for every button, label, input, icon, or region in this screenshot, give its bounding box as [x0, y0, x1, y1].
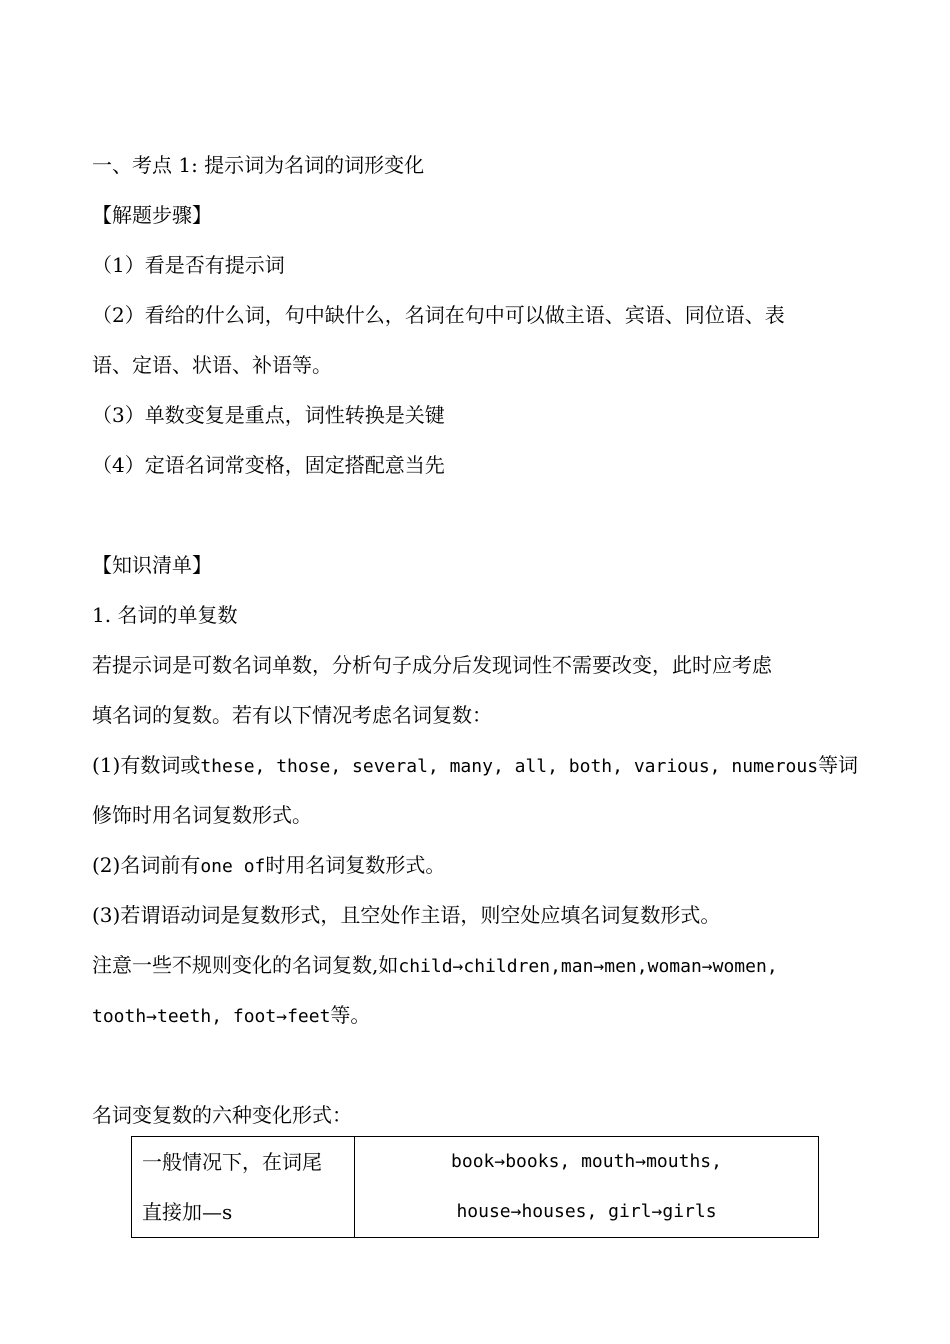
knowledge-title: 【知识清单】 — [92, 553, 212, 577]
step-2: （2）看给的什么词，句中缺什么，名词在句中可以做主语、宾语、同位语、表 — [92, 303, 785, 327]
paragraph-line-2: 填名词的复数。若有以下情况考虑名词复数： — [92, 703, 492, 727]
rule-item-2-prefix: (2)名词前有 — [92, 853, 201, 877]
plural-forms-table — [131, 1136, 819, 1238]
rule-item-1-continued: 修饰时用名词复数形式。 — [92, 803, 312, 827]
example-cell-line-2: house→houses, girl→girls — [456, 1201, 717, 1222]
section-heading: 一、考点 1: 提示词为名词的词形变化 — [92, 153, 425, 177]
note-prefix: 注意一些不规则变化的名词复数,如 — [92, 953, 399, 977]
rule-cell — [132, 1137, 355, 1238]
note-words: child→children,man→men,woman→women, — [398, 956, 778, 977]
blank-line — [92, 1040, 882, 1090]
rule-item-2-words: one of — [200, 856, 266, 877]
knowledge-subtitle: 1. 名词的单复数 — [92, 603, 238, 627]
rule-item-3: (3)若谓语动词是复数形式，且空处作主语，则空处应填名词复数形式。 — [92, 903, 721, 927]
steps-title: 【解题步骤】 — [92, 203, 212, 227]
note-line-2 — [92, 990, 882, 1040]
rule-cell-line-1: 一般情况下，在词尾 — [142, 1150, 322, 1174]
table-row — [132, 1137, 819, 1238]
step-4: （4）定语名词常变格，固定搭配意当先 — [92, 453, 445, 477]
step-1: （1）看是否有提示词 — [92, 253, 285, 277]
example-cell-line-1: book→books, mouth→mouths, — [451, 1151, 722, 1172]
rule-item-2 — [92, 840, 882, 890]
step-2-continued: 语、定语、状语、补语等。 — [92, 353, 332, 377]
step-3: （3）单数变复是重点，词性转换是关键 — [92, 403, 445, 427]
note-line-2-words: tooth→teeth, foot→feet — [92, 1006, 331, 1027]
rule-item-1 — [92, 740, 882, 790]
rule-item-2-suffix: 时用名词复数形式。 — [265, 853, 446, 877]
document-body — [92, 140, 882, 1140]
note-line-1 — [92, 940, 882, 990]
note-line-2-suffix: 等。 — [330, 1003, 371, 1027]
rule-item-1-words: these, those, several, many, all, both, various, numerous — [200, 756, 819, 777]
rule-item-1-suffix: 等词 — [818, 753, 859, 777]
rule-item-1-prefix: (1)有数词或 — [92, 753, 201, 777]
rule-cell-line-2: 直接加—s — [142, 1200, 233, 1224]
example-cell — [355, 1137, 819, 1238]
table-intro: 名词变复数的六种变化形式： — [92, 1103, 352, 1127]
paragraph-line-1: 若提示词是可数名词单数，分析句子成分后发现词性不需要改变，此时应考虑 — [92, 653, 772, 677]
blank-line — [92, 490, 882, 540]
